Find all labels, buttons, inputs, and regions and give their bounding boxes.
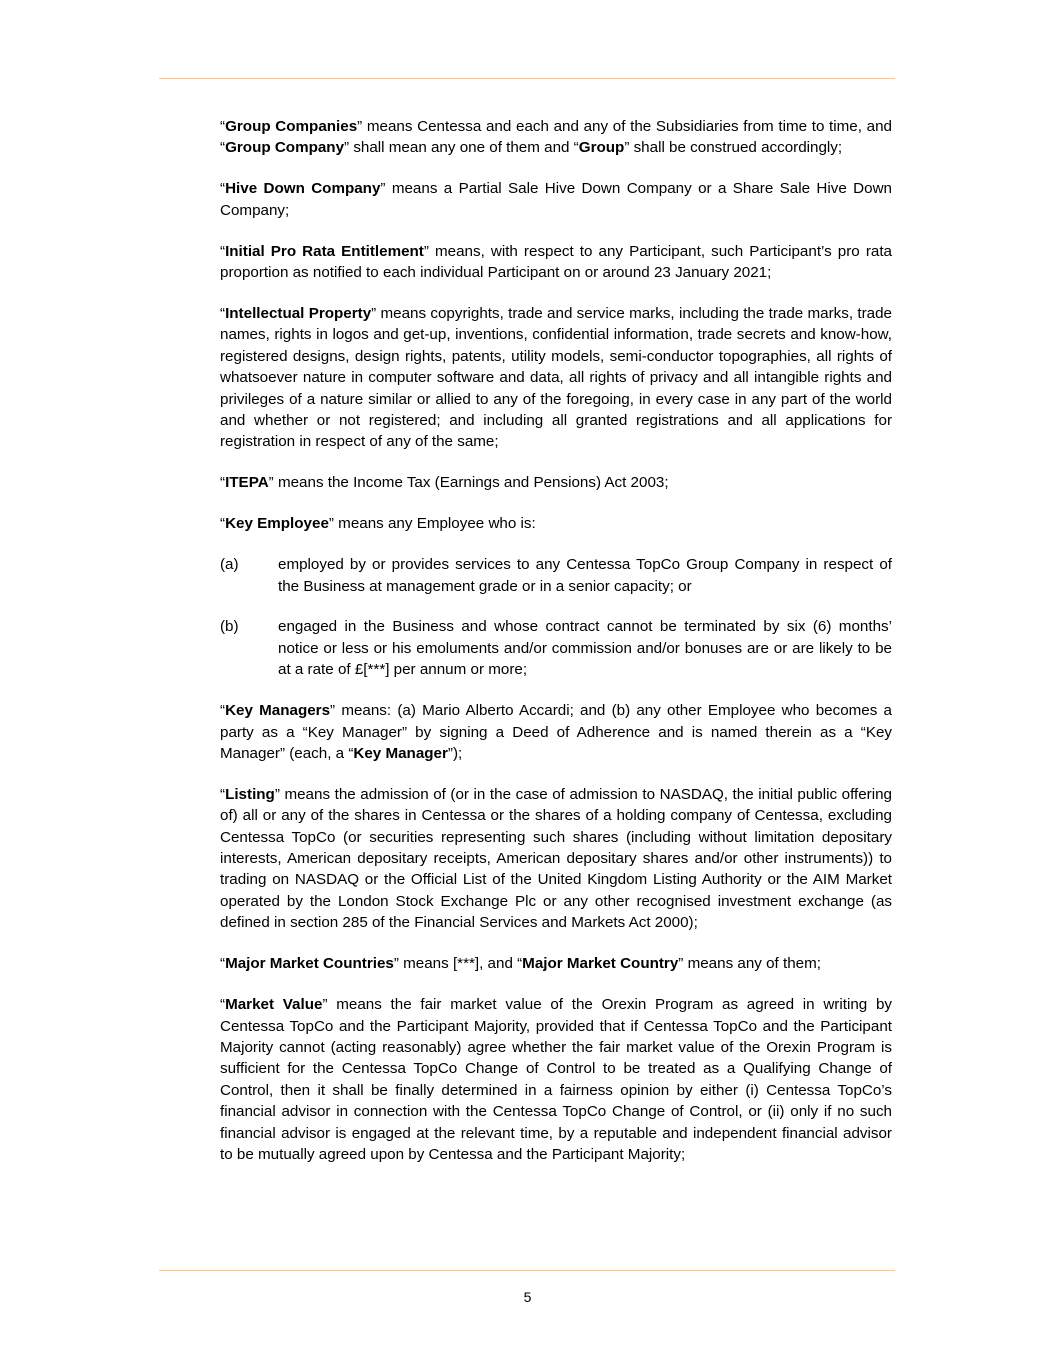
definition-major-market-countries: “Major Market Countries” means [***], and “Major Market Country” means any of them; [220,955,821,973]
defined-term: Key Employee [225,515,329,533]
definition-intellectual-property: “Intellectual Property” means copyrights, trade and service marks, including the trade marks, trade names, rights in logos and get-up, inventions, confidential information, trade secrets and know-how, registered designs, design rights, patents, utility models, semi-conductor topographies, all rights of whatsoever nature in computer software and data, all rights of privacy and all intangible rights and privileges of a nature similar or allied to any of the foregoing, in every case in any part of the world and whether or not registered; and including all granted registrations and all applications for registration in respect of any of the same; [220,304,892,451]
document-body [220,116,892,1185]
list-text: engaged in the Business and whose contract cannot be terminated by six (6) months’ notice or less or his emoluments and/or commission and/or bonuses are or are likely to be at a rate of £[***] per annum or more; [278,618,892,679]
defined-term: Initial Pro Rata Entitlement [225,242,424,260]
defined-term: Intellectual Property [225,304,372,322]
defined-term: Group Company [225,139,345,157]
key-employee-item-a [220,554,892,597]
definition-key-employee: “Key Employee” means any Employee who is: [220,515,536,533]
definition-group-companies: “Group Companies” means Centessa and each and any of the Subsidiaries from time to time, and “Group Company” shall mean any one of them and “Group” shall be construed accordingly; [220,118,892,157]
defined-term: Group Companies [225,118,358,135]
footer-rule [159,1270,895,1271]
page-number: 5 [523,1289,532,1305]
definition-key-managers: “Key Managers” means: (a) Mario Alberto Accardi; and (b) any other Employee who becomes a party as a “Key Manager” by signing a Deed of Adherence and is named therein as a “Key Manager” (each, a “Key Manager”); [220,702,892,762]
list-label: (b) [220,618,239,636]
defined-term: Hive Down Company [225,180,381,198]
defined-term: Major Market Countries [225,955,394,973]
defined-term: Group [578,139,625,157]
list-label: (a) [220,556,239,574]
definition-listing: “Listing” means the admission of (or in the case of admission to NASDAQ, the initial public offering of) all or any of the shares in Centessa or the shares of a holding company of Centessa, excluding Centessa TopCo (or securities representing such shares (including without limitation depositary interests, American depositary receipts, American depositary shares and/or other instruments)) to trading on NASDAQ or the Official List of the United Kingdom Listing Authority or the AIM Market operated by the London Stock Exchange Plc or any other recognised investment exchange (as defined in section 285 of the Financial Services and Markets Act 2000); [220,785,892,932]
definition-market-value: “Market Value” means the fair market value of the Orexin Program as agreed in writing by Centessa TopCo and the Participant Majority, provided that if Centessa TopCo and the Participant Majority cannot (acting reasonably) agree whether the fair market value of the Orexin Program is sufficient for the Centessa TopCo Change of Control to be treated as a Qualifying Change of Control, then it shall be finally determined in a fairness opinion by either (i) Centessa TopCo’s financial advisor in connection with the Centessa TopCo Change of Control, or (ii) only if no such financial advisor is engaged at the relevant time, by a reputable and independent financial advisor to be mutually agreed upon by Centessa and the Participant Majority; [220,996,892,1163]
header-rule [159,78,895,79]
definition-itepa: “ITEPA” means the Income Tax (Earnings and Pensions) Act 2003; [220,474,669,492]
list-text: employed by or provides services to any Centessa TopCo Group Company in respect of the Business at management grade or in a senior capacity; or [278,556,892,595]
defined-term: Key Manager [353,744,448,762]
key-employee-item-b [220,616,892,680]
defined-term: Key Managers [225,702,331,720]
defined-term: Major Market Country [522,955,679,973]
definition-hive-down-company: “Hive Down Company” means a Partial Sale Hive Down Company or a Share Sale Hive Down Company; [220,180,892,219]
defined-term: ITEPA [225,474,269,492]
defined-term: Listing [225,785,275,803]
defined-term: Market Value [225,996,323,1014]
definition-initial-pro-rata-entitlement: “Initial Pro Rata Entitlement” means, with respect to any Participant, such Participant’s pro rata proportion as notified to each individual Participant on or around 23 January 2021; [220,242,892,282]
